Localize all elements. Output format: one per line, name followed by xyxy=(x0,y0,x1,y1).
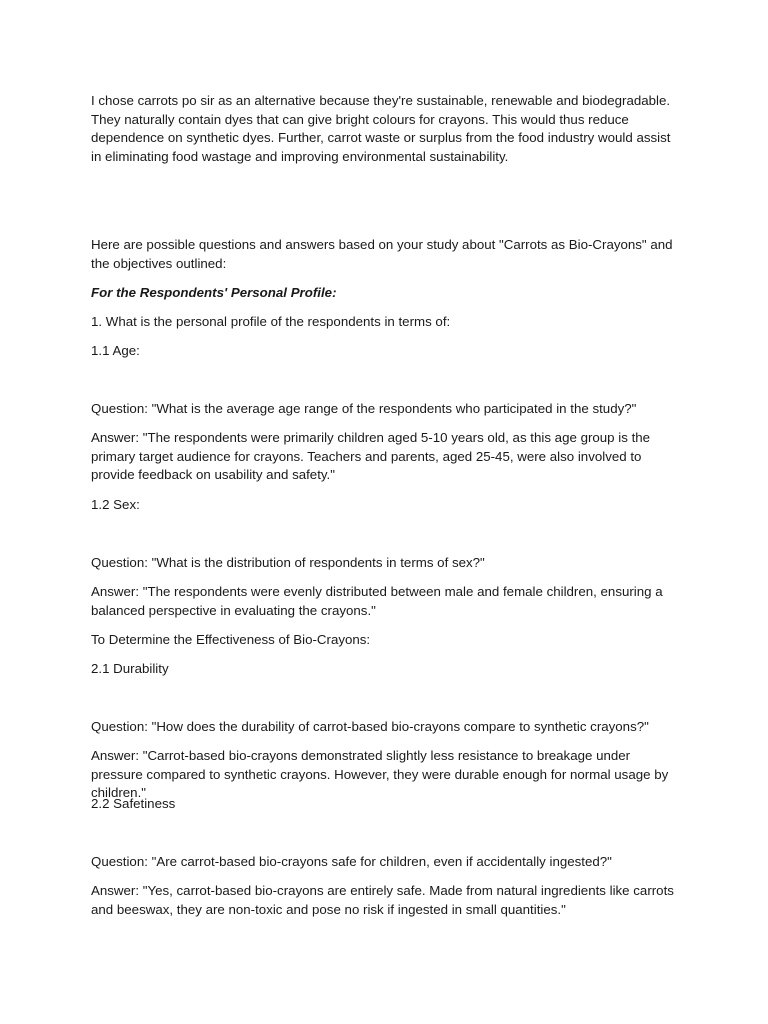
sex-question: Question: "What is the distribution of respondents in terms of sex?" xyxy=(91,555,485,570)
section-safetiness: 2.2 Safetiness xyxy=(91,796,176,811)
section-sex: 1.2 Sex: xyxy=(91,497,140,512)
lead-paragraph: Here are possible questions and answers based on your study about "Carrots as Bio-Crayons" and the objectives outlined: xyxy=(91,237,673,271)
profile-heading: For the Respondents' Personal Profile: xyxy=(91,285,337,300)
section-age: 1.1 Age: xyxy=(91,343,140,358)
section-durability: 2.1 Durability xyxy=(91,661,169,676)
safetiness-question: Question: "Are carrot-based bio-crayons safe for children, even if accidentally ingested?" xyxy=(91,854,612,869)
safetiness-answer: Answer: "Yes, carrot-based bio-crayons are entirely safe. Made from natural ingredients like carrots and beeswax, they are non-toxic and pose no risk if ingested in small quantities." xyxy=(91,883,674,917)
effectiveness-heading: To Determine the Effectiveness of Bio-Crayons: xyxy=(91,632,371,647)
durability-answer: Answer: "Carrot-based bio-crayons demonstrated slightly less resistance to breakage under pressure compared to synthetic crayons. However, they were durable enough for normal usage by children." xyxy=(91,748,669,801)
question-1: 1. What is the personal profile of the respondents in terms of: xyxy=(91,314,451,329)
durability-question: Question: "How does the durability of carrot-based bio-crayons compare to synthetic crayons?" xyxy=(91,719,649,734)
sex-answer: Answer: "The respondents were evenly distributed between male and female children, ensuring a balanced perspective in evaluating the crayons." xyxy=(91,584,663,618)
age-question: Question: "What is the average age range of the respondents who participated in the study?" xyxy=(91,401,637,416)
intro-paragraph: I chose carrots po sir as an alternative because they're sustainable, renewable and biodegradable. They naturally contain dyes that can give bright colours for crayons. This would thus reduce dependence on synthetic dyes. Further, carrot waste or surplus from the food industry would assist in eliminating food wastage and improving environmental sustainability. xyxy=(91,93,671,164)
age-answer: Answer: "The respondents were primarily children aged 5-10 years old, as this age group is the primary target audience for crayons. Teachers and parents, aged 25-45, were also involved to provide feedback on usability and safety." xyxy=(91,430,651,483)
